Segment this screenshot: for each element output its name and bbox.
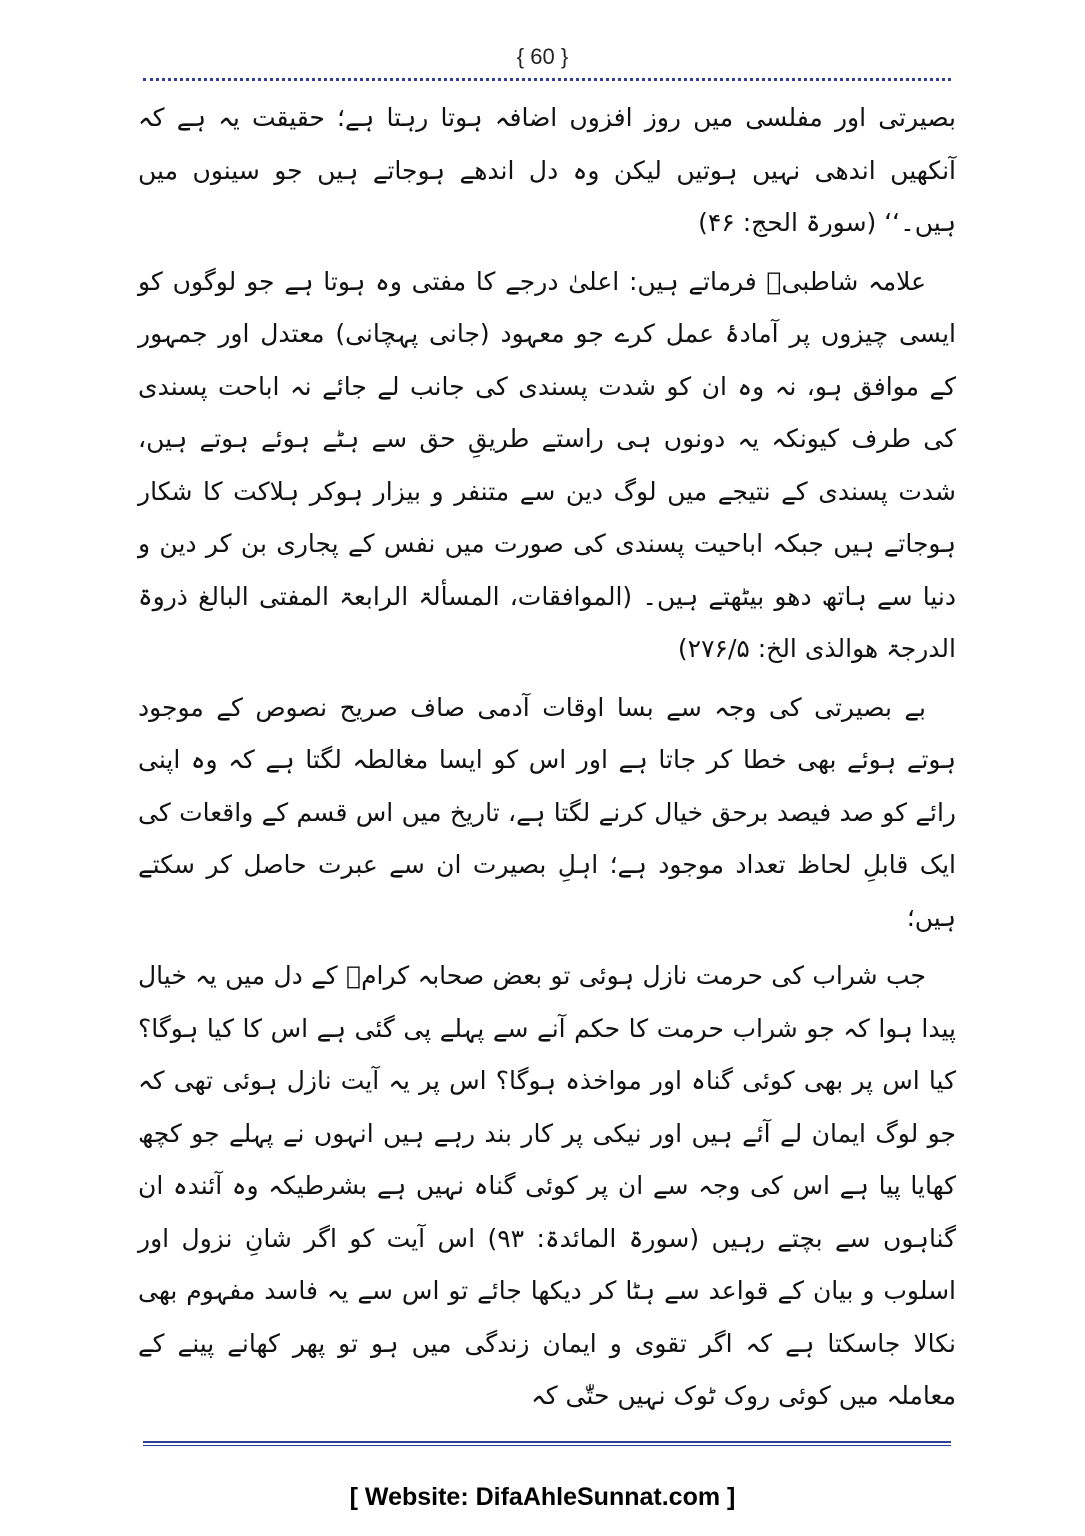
page-body [138,92,956,1429]
paragraph-1: بصیرتی اور مفلسی میں روز افزوں اضافہ ہوتا رہتا ہے؛ حقیقت یہ ہے کہ آنکھیں اندھی نہیں ہوتیں لیکن وہ دل اندھے ہوجاتے ہیں جو سینوں میں ہیں۔‘‘ (سورۃ الحج: ۴۶) [138,103,956,237]
paragraph-2: علامہ شاطبیؒ فرماتے ہیں: اعلیٰ درجے کا مفتی وہ ہوتا ہے جو لوگوں کو ایسی چیزوں پر آمادۂ عمل کرے جو معہود (جانی پہچانی) معتدل اور جمہور کے موافق ہو، نہ وہ ان کو شدت پسندی کی جانب لے جائے نہ اباحت پسندی کی طرف کیونکہ یہ دونوں ہی راستے طریقِ حق سے ہٹے ہوئے ہوتے ہیں، شدت پسندی کے نتیجے میں لوگ دین سے متنفر و بیزار ہوکر ہلاکت کا شکار ہوجاتے ہیں جبکہ اباحیت پسندی کی صورت میں نفس کے پجاری بن کر دین و دنیا سے ہاتھ دھو بیٹھتے ہیں۔ (الموافقات، المسألۃ الرابعۃ المفتی البالغ ذروۃ الدرجۃ ھوالذی الخ: ۲۷۶/۵) [138,266,956,663]
page-number: { 60 } [516,44,569,69]
header-dotted-divider [143,78,951,81]
paragraph-4: جب شراب کی حرمت نازل ہوئی تو بعض صحابہ کرامؓ کے دل میں یہ خیال پیدا ہوا کہ جو شراب حرمت کا حکم آنے سے پہلے پی گئی ہے اس کا کیا ہوگا؟ کیا اس پر بھی کوئی گناہ اور مواخذہ ہوگا؟ اس پر یہ آیت نازل ہوئی تھی کہ جو لوگ ایمان لے آئے ہیں اور نیکی پر کار بند رہے ہیں انہوں نے پہلے جو کچھ کھایا پیا ہے اس کی وجہ سے ان پر کوئی گناہ نہیں ہے بشرطیکہ وہ آئندہ ان گناہوں سے بچتے رہیں (سورۃ المائدۃ: ۹۳) اس آیت کو اگر شانِ نزول اور اسلوب و بیان کے قواعد سے ہٹا کر دیکھا جائے تو اس سے یہ فاسد مفہوم بھی نکالا جاسکتا ہے کہ اگر تقوی و ایمان زندگی میں ہو تو پھر کھانے پینے کے معاملہ میں کوئی روک ٹوک نہیں حتّٰی کہ [138,961,957,1410]
website-footer: [ Website: DifaAhleSunnat.com ] [349,1483,736,1511]
footer-divider [143,1441,951,1446]
paragraph-3: بے بصیرتی کی وجہ سے بسا اوقات آدمی صاف صریح نصوص کے موجود ہوتے ہوئے بھی خطا کر جاتا ہے اور اس کو ایسا مغالطہ لگتا ہے کہ وہ اپنی رائے کو صد فیصد برحق خیال کرنے لگتا ہے، تاریخ میں اس قسم کے واقعات کی ایک قابلِ لحاظ تعداد موجود ہے؛ اہلِ بصیرت ان سے عبرت حاصل کر سکتے ہیں؛ [138,692,956,932]
